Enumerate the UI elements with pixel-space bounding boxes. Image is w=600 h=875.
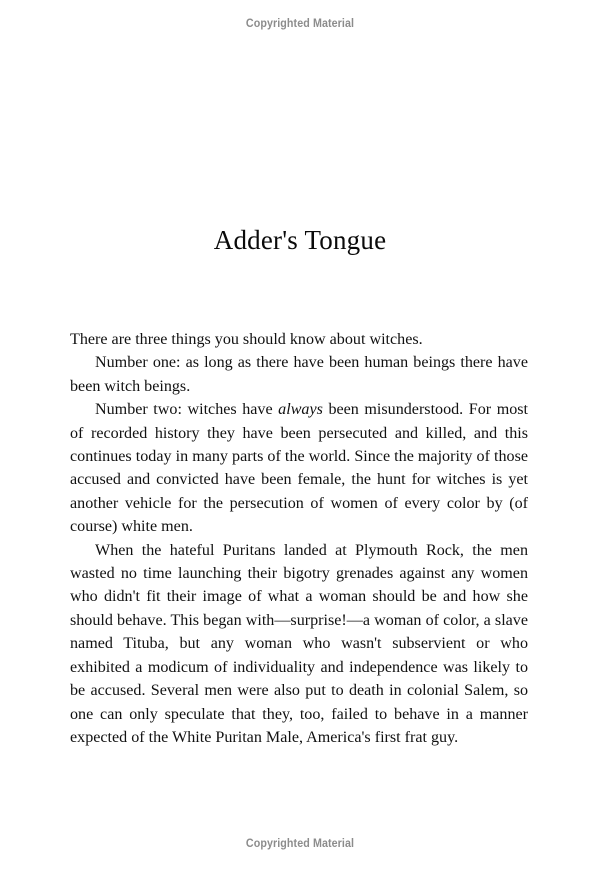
paragraph-3 [70,398,528,538]
paragraph-3-emphasis-always: always [278,401,323,419]
paragraph-3-text-after-italic: been misunderstood. For most of recorded history they have been persecuted and killed, and this continues today in many parts of the world. Since the majority of those accused and convicted have been female, the hunt for witches is yet another vehicle for the persecution of women of every color by (of course) white men. [70,401,528,536]
paragraph-3-text-before-italic: Number two: witches have [95,401,279,419]
paragraph-1: There are three things you should know about witches. [70,331,423,348]
body-text-block [70,328,528,749]
copyright-watermark-top: Copyrighted Material [245,18,355,30]
page-title: Adder's Tongue [213,225,387,256]
paragraph-4: When the hateful Puritans landed at Plymouth Rock, the men wasted no time launching their bigotry grenades against any women who didn't fit their image of what a woman should be and how she should behave. This began with—surprise!—a woman of color, a slave named Tituba, but any woman who wasn't subservient or who exhibited a modicum of individuality and independence was likely to be accused. Several men were also put to death in colonial Salem, so one can only speculate that they, too, failed to behave in a manner expected of the White Puritan Male, America's first frat guy. [70,541,528,746]
copyright-watermark-bottom: Copyrighted Material [245,838,355,850]
paragraph-2: Number one: as long as there have been human beings there have been witch beings. [70,354,528,395]
